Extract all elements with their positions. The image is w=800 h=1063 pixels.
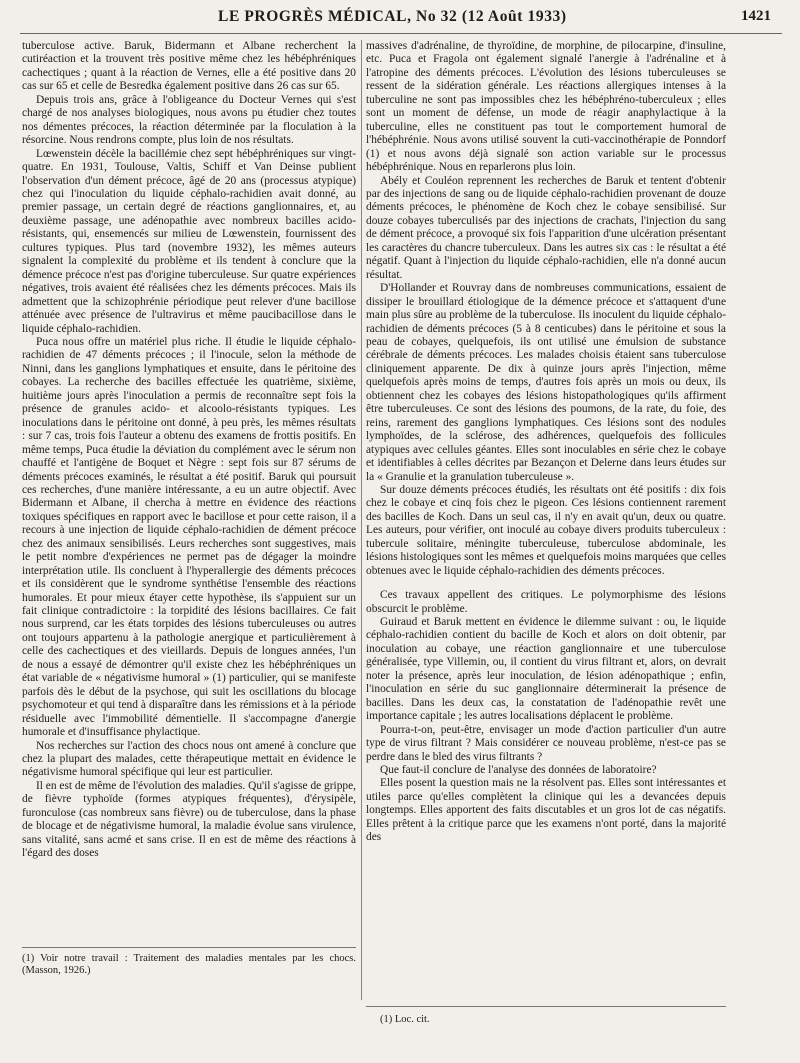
paragraph: massives d'adrénaline, de thyroïdine, de morphine, de pilocarpine, d'insuline, etc. Puca et Fragola ont également signalé l'anergie à l'adrénaline et à l'atropine des déments précoces. L'évolution des lésions tuberculeuses se ressent de la sidération générale. Les réactions allergiques intenses à la tuberculine ne sont pas impossibles chez les hébéphréno-tuberculeux ; elles sont un moment de défense, un mode de réagir anaphylactique à la tuberculine, elles ne constituent pas tout le comportement humoral de l'hébéphrénie. Nous avons utilisé souvent la cuti-vaccinothérapie de Ponndorf (1) et nous avons déjà signalé son action variable sur le processus hébéphrénique. Nous en reparlerons plus loin. (366, 40, 726, 174)
footnote-rule (366, 1006, 726, 1007)
paragraph: Pourra-t-on, peut-être, envisager un mode d'action particulier d'un autre type de virus filtrant ? Mais considérer ce nouveau problème, n'est-ce pas se perdre dans le bled des virus filtrants ? (366, 723, 726, 763)
paragraph: Sur douze déments précoces étudiés, les résultats ont été positifs : dix fois chez le cobaye et cinq fois chez le pigeon. Ces lésions contiennent rarement des bacilles de Koch. Dans un seul cas, il n'y en avait qu'un, deux ou quatre. Les auteurs, pour vérifier, ont inoculé au cobaye divers produits tuberculeux : tubercule solitaire, méningite tuberculeuse, tuberculose abdominale, les lésions histologiques sont les mêmes et quelquefois moins marquées que celles obtenues avec le liquide céphalo-rachidien des déments précoces. (366, 483, 727, 577)
page-number: 1421 (741, 8, 771, 24)
journal-title: LE PROGRÈS MÉDICAL, No 32 (12 Août 1933) (218, 8, 567, 25)
paragraph: Il en est de même de l'évolution des maladies. Qu'il s'agisse de grippe, de fièvre typhoïde (formes atypiques fréquentes), d'érysipèle, furonculose (cas nombreux sans fièvre) ou de tuberculose, dans la phase de blocage et de négativisme humoral, la maladie évolue sans virulence, sans vitalité, sans acmé et sans crise. Il en est de même des réactions à l'égard des doses (22, 779, 356, 860)
header-rule (20, 33, 782, 34)
footnote-right: (1) Loc. cit. (380, 1014, 430, 1025)
paragraph: Nos recherches sur l'action des chocs nous ont amené à conclure que chez la plupart des malades, cette thérapeutique mettait en évidence le négativisme humoral spécifique qui leur est particulier. (22, 739, 356, 779)
right-column (366, 40, 726, 845)
paragraph: Depuis trois ans, grâce à l'obligeance du Docteur Vernes qui s'est chargé de nos analyses biologiques, nous avons pu étudier chez toutes nos démentes précoces, la réaction déterminée par la floculation à la résorcine. Nous rendrons compte, plus loin de nos résultats. (22, 93, 356, 147)
paragraph: Puca nous offre un matériel plus riche. Il étudie le liquide céphalo-rachidien de 47 déments précoces ; il l'inocule, selon la méthode de Ninni, dans les ganglions lymphatiques et ensuite, dans le péritoine des cobayes. La recherche des bacilles effectuée les quatrième, sixième, huitième jours après l'inoculation a permis de reconnaître sept fois la présence de granules acido- et alcoolo-résistants typiques. Les inoculations dans le péritoine ont donné, à peu près, les mêmes résultats : sur 7 cas, trois fois l'auteur a obtenu des examens de frottis positifs. En même temps, Puca étudie la déviation du complément avec le sérum non chauffé et l'antigène de Boquet et Nègre : sept fois sur 87 sérums de déments précoces examinés, le résultat a été positif. Baruk qui poursuit ces recherches, d'une manière intéressante, a eu un autre objectif. Avec Bidermann et Albane, il chercha à mettre en évidence des réactions toxiques spécifiques en rapport avec le bacillose et pour cette raison, il a recours à une injection de liquide céphalo-rachidien de dément précoce chez des animaux sensibilisés. Leurs recherches sont suggestives, mais le petit nombre d'expériences ne permet pas de dégager la moindre interprétation utile. Ils concluent à l'hyperallergie des déments précoces et ils considèrent que le syndrome synthétise l'ensemble des réactions humorales. Et pour mieux étayer cette hypothèse, ils s'appuient sur un fait clinique contradictoire : la torpidité des lésions bacillaires. Ce fait nous surprend, car les états torpides des lésions tuberculeuses ou autres ont toujours appartenu à la pathologie anergique et particulièrement à celle des cachectiques et des vieillards. Depuis de longues années, l'un de nous a essayé de démontrer qu'il existe chez les hébéphréniques un état variable de « négativisme humoral » (1) particulier, qui se manifeste parfois dès le début de la psychose, qui suit les oscillations du blocage psychomoteur et qui tend à disparaître dans les rémissions et à la période résiduelle avec l'immobilité démentielle. Il s'accompagne d'anergie humorale et d'insuffisance phylactique. (22, 335, 356, 739)
paragraph: D'Hollander et Rouvray dans de nombreuses communications, essaient de dissiper le brouillard étiologique de la démence précoce et s'attaquent d'une main plus sûre au problème de la tuberculose. Ils inoculent du liquide céphalo-rachidien de déments précoces (5 à 8 centicubes) dans le péritoine et sous la peau de cobayes, quelquefois, ils ont utilisé une émulsion de substance cérébrale de déments précoces. Les malades choisis étaient sans tuberculose cliniquement apparente. De dix à quinze jours après l'injection, même quelquefois après moins de temps, d'autres fois après un mois ou deux, ils obtiennent chez les cobayes des lésions histopathologiques qu'ils affirment être tuberculeuses. Ce sont des lésions des poumons, de la rate, du foie, des reins, rarement des ganglions lymphatiques. Ces lésions sont des nodules lymphoïdes, de la sclérose, des adhérences, quelquefois des follicules atypiques avec cellules géantes. Elles sont inoculables en série chez le cobaye et identifiables à celles décrites par Bezançon et Delerne dans leurs études sur la « Granulie et la granulation tuberculeuse ». (366, 282, 726, 483)
paragraph: Abély et Couléon reprennent les recherches de Baruk et tentent d'obtenir par des injections de sang ou de liquide céphalo-rachidien provenant de douze déments précoces, le phénomène de Koch chez le cobaye sensibilisé. Sur douze cobayes tuberculisés par des injections de crachats, l'injection du sang de dément précoce, a provoqué six fois l'apparition d'une ulcération présentant les caractères du chancre tuberculeux. Dans les autres six cas : le résultat a été négatif. Quant à l'injection du liquide céphalo-rachidien, elle n'a donné aucun résultat. (366, 174, 726, 281)
paragraph: Guiraud et Baruk mettent en évidence le dilemme suivant : ou, le liquide céphalo-rachidien contient du bacille de Koch et alors on doit obtenir, par inoculation au cobaye, une réaction ganglionnaire et une tuberculose généralisée, type Villemin, ou, il contient du virus filtrant et, alors, on devrait noter la présence, après leur inoculation, de lésion adénopathique ; enfin, l'inoculation en série du suc ganglionnaire déterminerait la présence de bacilles. Dans les deux cas, la constatation de l'adénopathie revêt une importance capitale ; les autres localisations déplacent le problème. (366, 616, 726, 723)
left-column (22, 40, 356, 861)
column-divider (361, 40, 362, 1000)
footnote-left: (1) Voir notre travail : Traitement des maladies mentales par les chocs. (Masson, 1926.) (22, 953, 356, 976)
paragraph: tuberculose active. Baruk, Bidermann et Albane recherchent la cutiréaction et la trouvent très positive même chez les hébéphréniques cachectiques ; quant à la réaction de Vernes, elle a été positive dans 20 cas sur 65 et celle de Besredka également positive dans 26 cas sur 65. (22, 40, 356, 93)
paragraph: Lœwenstein décèle la bacillémie chez sept hébéphréniques sur vingt-quatre. En 1931, Toulouse, Valtis, Schiff et Van Deinse publient l'observation d'un dément précoce, âgé de 20 ans (processus atypique) chez qui l'inoculation du liquide céphalo-rachidien avait donné, au premier passage, un certain degré de réactions ganglionnaires, et, au deuxième passage, une adénopathie avec nombreux bacilles acido-résistants, qui, ensemencés sur milieu de Lœwenstein, fournissent des cultures typiques. Plus tard (novembre 1932), les mêmes auteurs signalent la complexité du problème et ils tendent à conclure que la démence précoce n'est pas d'origine tuberculeuse. Sur quatre expériences négatives, trois avaient été réalisées chez les déments précoces. Mais ils admettent que la schizophrénie périodique peut relever d'une bacillose atténuée avec présence de l'ultravirus et même paucibacillose dans le liquide céphalo-rachidien. (22, 147, 356, 335)
paragraph: Elles posent la question mais ne la résolvent pas. Elles sont intéressantes et utiles parce qu'elles complètent la clinique qui les a devancées depuis longtemps. Elles apportent des faits discutables et un gros lot de cas négatifs. Elles prêtent à la critique parce que les examens n'ont porté, dans la majorité des (366, 777, 726, 844)
paragraph: Que faut-il conclure de l'analyse des données de laboratoire? (380, 764, 657, 777)
footnote-rule (22, 947, 356, 948)
running-header (0, 6, 800, 32)
paragraph: Ces travaux appellent des critiques. Le polymorphisme des lésions obscurcit le problème. (366, 589, 726, 615)
